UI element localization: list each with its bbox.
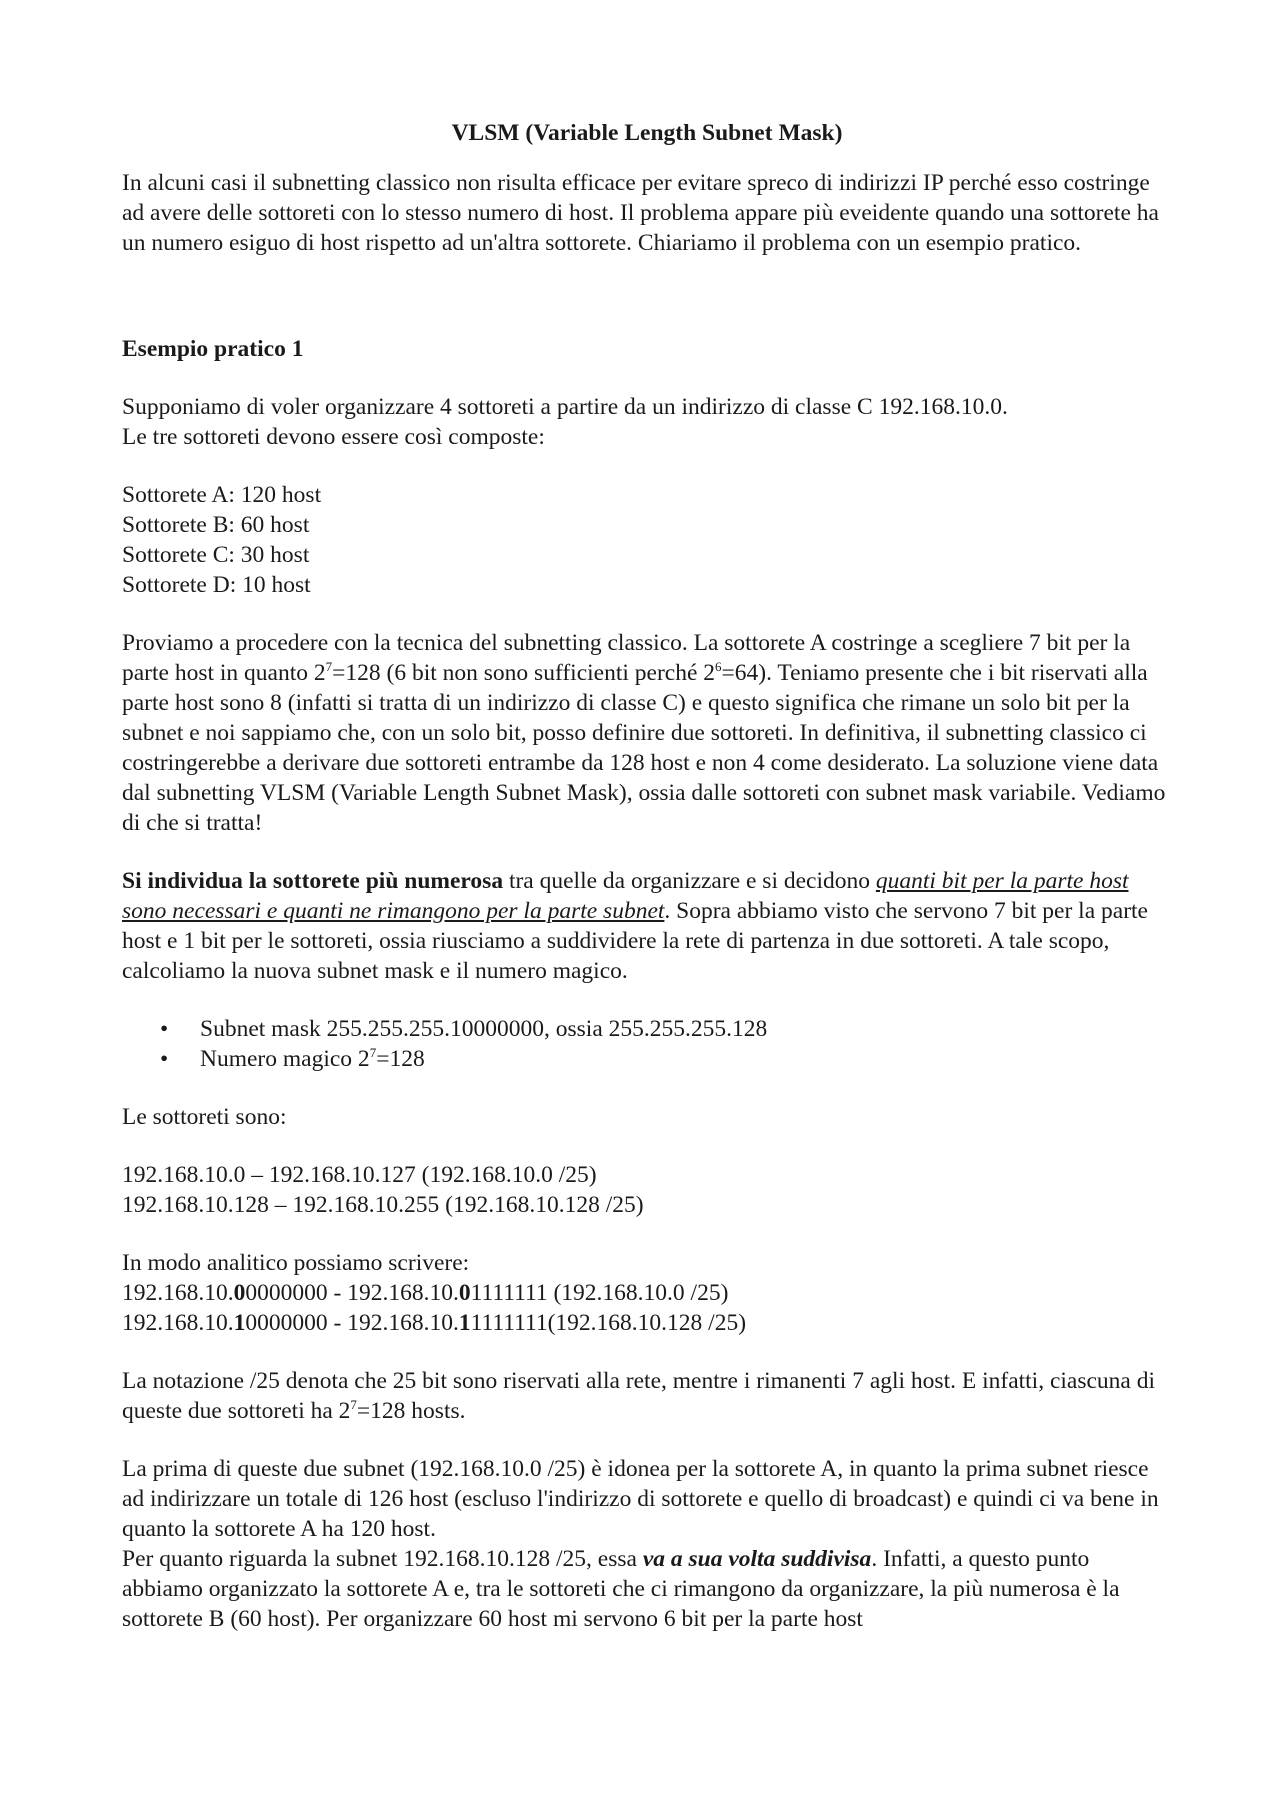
text-run: =64). Teniamo presente che i bit riservati alla parte host sono 8 (infatti si tratta di un indirizzo di classe C) e questo significa che rimane un solo bit per la subnet e noi sappiamo che, con un solo bit, posso definire due sottoreti. In definitiva, il subnetting classico ci costringerebbe a derivare due sottoreti entrambe da 128 host e non 4 come desiderato. La soluzione viene data dal subnetting VLSM (Variable Length Subnet Mask), ossia dalle sottoreti con subnet mask variabile. Vediamo di che si tratta! [122,660,1166,836]
analytic-row [122,1278,1172,1308]
bullet-item-subnet-mask [160,1014,1172,1044]
bold-bit: 1 [458,1310,471,1336]
text-run: La notazione /25 denota che 25 bit sono riservati alla rete, mentre i rimanenti 7 agli host. E infatti, ciascuna di queste due sottoreti ha 2 [122,1368,1156,1424]
superscript: 6 [715,659,722,674]
list-item: Sottorete D: 10 host [122,572,311,598]
underlined-phrase: quanti bit per la parte host sono necessari e quanti ne rimangono per la parte subnet [122,868,1129,924]
subnet-ranges [122,1160,1172,1220]
analytic-row [122,1308,1172,1338]
setup-line-2: Le tre sottoreti devono essere così composte: [122,424,545,450]
list-item: Sottorete B: 60 host [122,512,310,538]
classic-subnetting-paragraph [122,628,1172,838]
subnets-label: Le sottoreti sono: [122,1104,287,1130]
list-item: 192.168.10.0 – 192.168.10.127 (192.168.10.0 /25) [122,1162,597,1188]
notation-paragraph [122,1366,1172,1426]
text-run: 1111111(192.168.10.128 /25) [470,1310,747,1336]
text-run: =128 hosts. [356,1398,466,1424]
list-item: Sottorete A: 120 host [122,482,322,508]
superscript: 7 [369,1045,377,1060]
page-title: VLSM (Variable Length Subnet Mask) [451,120,843,146]
analytic-block [122,1248,1172,1338]
section-heading: Esempio pratico 1 [122,336,304,362]
text-run: Proviamo a procedere con la tecnica del subnetting classico. La sottorete A costringe a scegliere 7 bit per la parte host in quanto 2 [122,630,1131,686]
text-run: Per quanto riguarda la subnet 192.168.10.128 /25, essa [122,1546,643,1572]
list-item: 192.168.10.128 – 192.168.10.255 (192.168.10.128 /25) [122,1192,644,1218]
bullet-list [122,1014,1172,1074]
text-run: 192.168.10. [122,1280,234,1306]
bullet-text: Subnet mask 255.255.255.10000000, ossia 255.255.255.128 [200,1016,768,1042]
bullet-icon: • [160,1016,169,1042]
superscript: 7 [325,659,333,674]
bullet-text: Numero magico 2 [200,1046,370,1072]
bullet-item-magic-number [160,1044,1172,1074]
setup-line-1: Supponiamo di voler organizzare 4 sottoreti a partire da un indirizzo di classe C 192.168.10.0. [122,394,1008,420]
largest-subnet-paragraph [122,866,1172,986]
bold-phrase: Si individua la sottorete più numerosa [122,868,504,894]
second-subnet-paragraph [122,1544,1172,1634]
bold-bit: 1 [233,1310,246,1336]
text-run: 0000000 - 192.168.10. [245,1310,459,1336]
text-run: . Sopra abbiamo visto che servono 7 bit per la parte host e 1 bit per le sottoreti, ossia riusciamo a suddividere la rete di partenza in due sottoreti. A tale scopo, calcoliamo la nuova subnet mask e il numero magico. [122,898,1148,984]
bullet-icon: • [160,1046,169,1072]
setup-paragraph [122,392,1172,452]
bold-bit: 0 [233,1280,246,1306]
text-run: =128 (6 bit non sono sufficienti perché 2 [332,660,716,686]
list-item: Sottorete C: 30 host [122,542,310,568]
bold-italic-phrase: va a sua volta suddivisa [642,1546,872,1572]
first-subnet-paragraph: La prima di queste due subnet (192.168.10.0 /25) è idonea per la sottorete A, in quanto la prima subnet riesce ad indirizzare un totale di 126 host (escluso l'indirizzo di sottorete e quello di broadcast) e quindi ci va bene in quanto la sottorete A ha 120 host. [122,1456,1159,1542]
text-run: 0000000 - 192.168.10. [245,1280,459,1306]
intro-paragraph: In alcuni casi il subnetting classico non risulta efficace per evitare spreco di indirizzi IP perché esso costringe ad avere delle sottoreti con lo stesso numero di host. Il problema appare più eveidente quando una sottorete ha un numero esiguo di host rispetto ad un'altra sottorete. Chiariamo il problema con un esempio pratico. [122,170,1159,256]
superscript: 7 [350,1397,357,1412]
text-run: 1111111 (192.168.10.0 /25) [470,1280,729,1306]
text-run: tra quelle da organizzare e si decidono [503,868,876,894]
bullet-text: =128 [376,1046,425,1072]
required-subnets-list [122,480,1172,600]
document-body [122,118,1172,1634]
analytic-label: In modo analitico possiamo scrivere: [122,1250,470,1276]
text-run: 192.168.10. [122,1310,234,1336]
text-run: . Infatti, a questo punto abbiamo organizzato la sottorete A e, tra le sottoreti che ci rimangono da organizzare, la più numerosa è la sottorete B (60 host). Per organizzare 60 host mi servono 6 bit per la parte host [122,1546,1120,1632]
bold-bit: 0 [458,1280,471,1306]
